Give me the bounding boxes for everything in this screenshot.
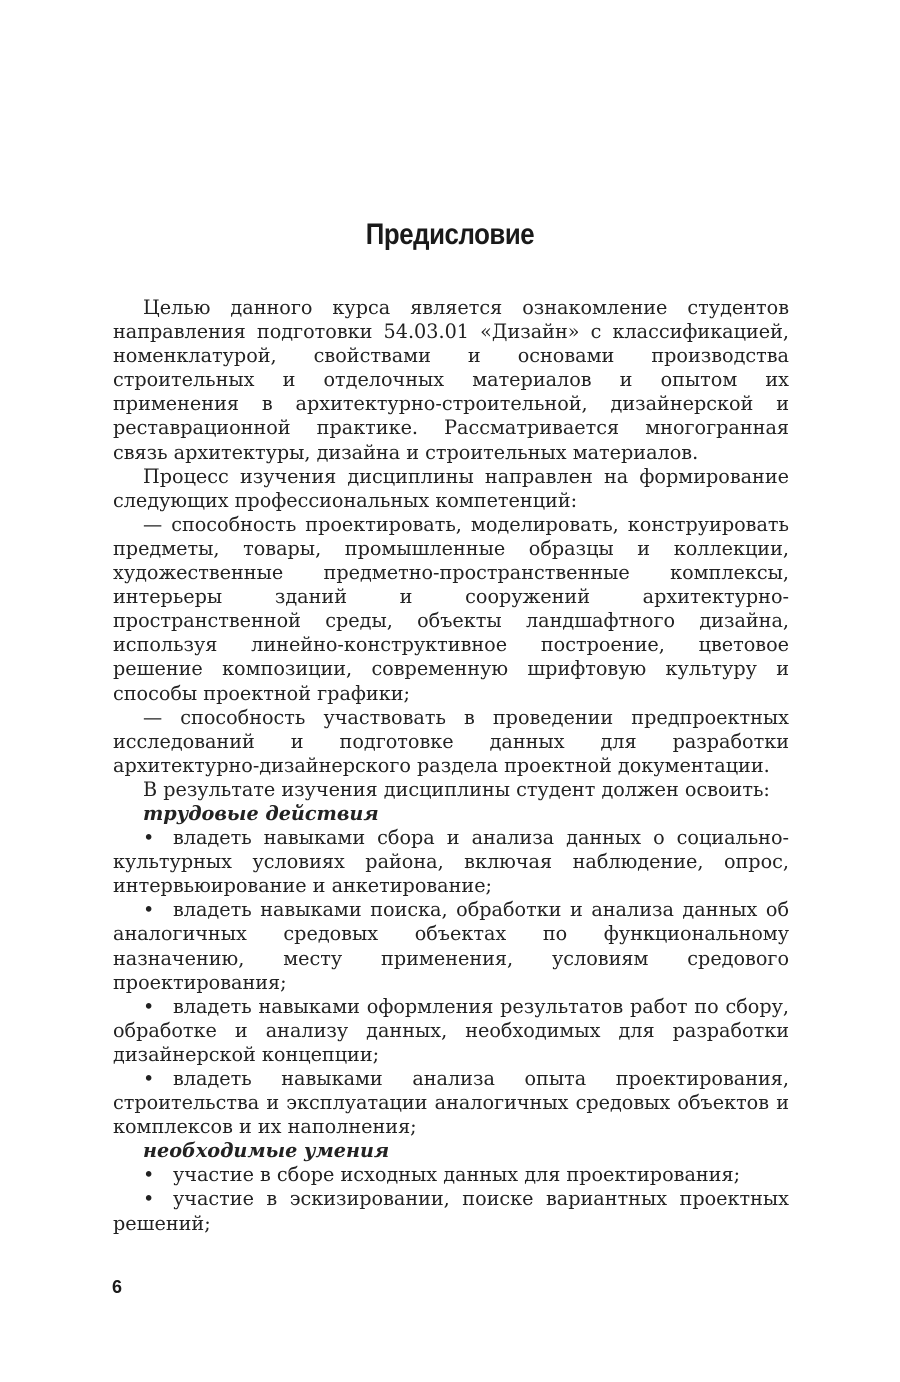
paragraph-competencies: Процесс изучения дисциплины направлен на формирование следующих профессиональных компетенций: xyxy=(113,464,789,512)
list-item-text: владеть навыками поиска, обработки и анализа данных об аналогичных средовых объектах по функциональному назначению, месту применения, условиям средового проектирования; xyxy=(113,898,789,994)
list-item xyxy=(113,1163,789,1187)
bullet-icon: • xyxy=(143,1187,155,1211)
body-text xyxy=(113,296,789,1236)
section-heading-labor-actions: трудовые действия xyxy=(143,801,379,825)
page-number: 6 xyxy=(112,1277,123,1297)
list-item-text: владеть навыками анализа опыта проектирования, строительства и эксплуатации аналогичных средовых объектов и комплексов и их наполнения; xyxy=(113,1067,789,1139)
bullet-icon: • xyxy=(143,994,155,1018)
paragraph-results: В результате изучения дисциплины студент должен освоить: xyxy=(143,777,770,801)
bullet-icon: • xyxy=(143,898,155,922)
competency-item: — способность участвовать в проведении предпроектных исследований и подготовке данных для разработки архитектурно-дизайнерского раздела проектной документации. xyxy=(113,705,789,777)
list-item xyxy=(113,1187,789,1235)
list-item xyxy=(113,1067,789,1139)
bullet-icon: • xyxy=(143,1163,155,1187)
bullet-icon: • xyxy=(143,1067,155,1090)
list-item xyxy=(113,826,789,898)
list-item-text: участие в сборе исходных данных для проектирования; xyxy=(173,1163,741,1187)
list-item-text: владеть навыками сбора и анализа данных о социально-культурных условиях района, включая наблюдение, опрос, интервьюирование и анкетирование; xyxy=(113,826,789,898)
paragraph-intro: Целью данного курса является ознакомление студентов направления подготовки 54.03.01 «Дизайн» с классификацией, номенклатурой, свойствами и основами производства строительных и отделочных материалов и опытом их применения в архитектурно-строительной, дизайнерской и реставрационной практике. Рассматривается многогранная связь архитектуры, дизайна и строительных материалов. xyxy=(113,296,789,464)
list-item-text: владеть навыками оформления результатов работ по сбору, обработке и анализу данных, необходимых для разработки дизайнерской концепции; xyxy=(113,994,789,1066)
list-item-text: участие в эскизировании, поиске вариантных проектных решений; xyxy=(113,1187,789,1235)
list-item xyxy=(113,995,789,1067)
bullet-icon: • xyxy=(143,826,155,850)
competency-item: — способность проектировать, моделировать, конструировать предметы, товары, промышленные образцы и коллекции, художественные предметно-пространственные комплексы, интерьеры зданий и сооружений архитектурно-пространственной среды, объекты ландшафтного дизайна, используя линейно-конструктивное построение, цветовое решение композиции, современную шрифтовую культуру и способы проектной графики; xyxy=(113,512,789,705)
list-item xyxy=(113,898,789,994)
section-heading-required-skills: необходимые умения xyxy=(143,1139,390,1163)
page-title: Предисловие xyxy=(365,218,535,251)
